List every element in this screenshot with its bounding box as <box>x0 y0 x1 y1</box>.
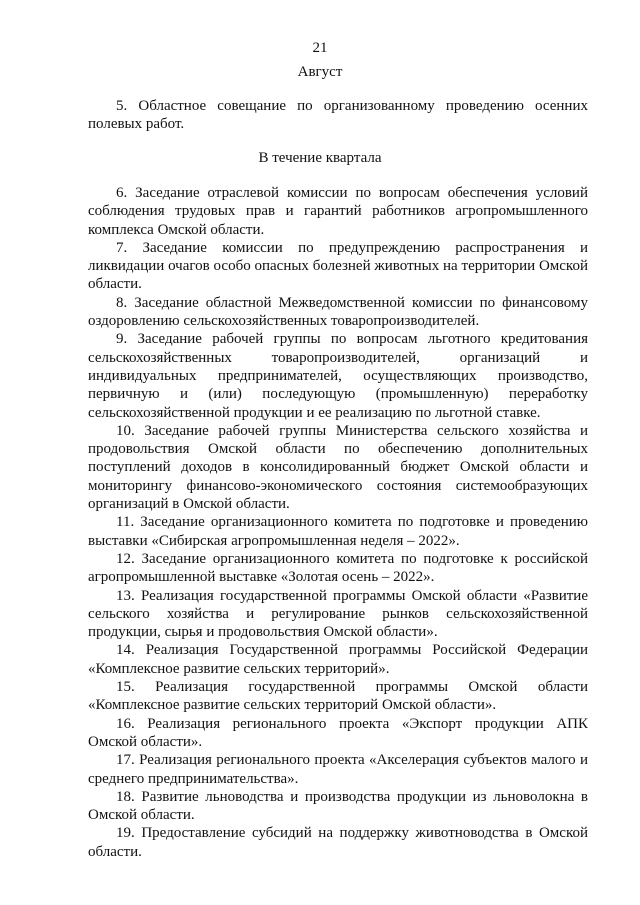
agenda-item: 14. Реализация Государственной программы Российской Федерации «Комплексное развитие сельских территорий». <box>88 642 588 677</box>
agenda-item: 16. Реализация регионального проекта «Экспорт продукции АПК Омской области». <box>88 715 588 750</box>
agenda-item: 7. Заседание комиссии по предупреждению распространения и ликвидации очагов особо опасных болезней животных на территории Омской области. <box>88 239 588 293</box>
month-heading: Август <box>297 64 343 80</box>
agenda-item: 9. Заседание рабочей группы по вопросам льготного кредитования сельскохозяйственных товаропроизводителей, организаций и индивидуальных предпринимателей, осуществляющих производство, первичную и (или) последующую (промышленную) переработку сельскохозяйственной продукции и ее реализацию по льготной ставке. <box>88 331 588 421</box>
agenda-item: 17. Реализация регионального проекта «Акселерация субъектов малого и среднего предпринимательства». <box>88 752 588 787</box>
agenda-item: 5. Областное совещание по организованному проведению осенних полевых работ. <box>88 98 588 133</box>
page-number: 21 <box>312 40 328 56</box>
august-section <box>88 97 588 134</box>
agenda-item: 11. Заседание организационного комитета по подготовке и проведению выставки «Сибирская агропромышленная неделя – 2022». <box>88 514 588 549</box>
quarter-section <box>88 184 588 861</box>
agenda-item: 13. Реализация государственной программы Омской области «Развитие сельского хозяйства и регулирование рынков сельскохозяйственной продукции, сырья и продовольствия Омской области». <box>88 587 588 641</box>
agenda-item: 12. Заседание организационного комитета по подготовке к российской агропромышленной выставке «Золотая осень – 2022». <box>88 550 588 586</box>
agenda-item: 8. Заседание областной Межведомственной комиссии по финансовому оздоровлению сельскохозяйственных товаропроизводителей. <box>88 294 588 330</box>
agenda-item: 15. Реализация государственной программы Омской области «Комплексное развитие сельских территорий Омской области». <box>88 679 588 714</box>
quarter-heading: В течение квартала <box>258 150 382 166</box>
agenda-item: 18. Развитие льноводства и производства продукции из льноволокна в Омской области. <box>88 788 588 824</box>
agenda-item: 10. Заседание рабочей группы Министерства сельского хозяйства и продовольствия Омской области по обеспечению дополнительных поступлений доходов в консолидированный бюджет Омской области и мониторингу финансово-экономического состояния системообразующих организаций в Омской области. <box>88 422 588 513</box>
agenda-item: 19. Предоставление субсидий на поддержку животноводства в Омской области. <box>88 825 588 860</box>
agenda-item: 6. Заседание отраслевой комиссии по вопросам обеспечения условий соблюдения трудовых прав и гарантий работников агропромышленного комплекса Омской области. <box>88 185 588 238</box>
